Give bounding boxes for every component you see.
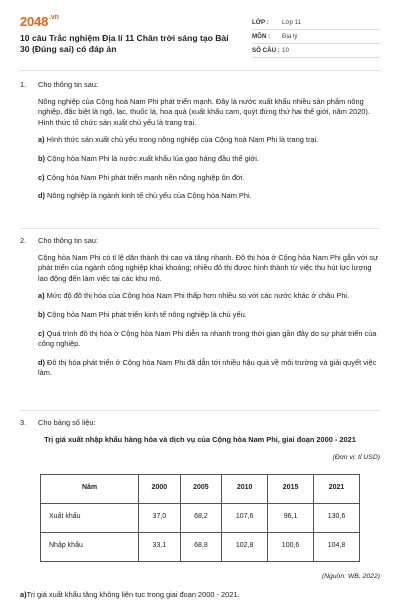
answer-option-a[interactable]	[38, 291, 380, 302]
table-header-row	[41, 474, 360, 503]
option-key: c)	[38, 172, 45, 182]
table-cell: 104,8	[314, 532, 360, 561]
page-title: 10 câu Trắc nghiệm Địa lí 11 Chân trời sáng tạo Bài 30 (Đúng sai) có đáp án	[20, 33, 229, 54]
answer-option-b[interactable]	[38, 154, 380, 165]
table-cell: 107,6	[222, 503, 268, 532]
answer-option-c[interactable]	[38, 173, 380, 184]
column-header: 2021	[314, 474, 360, 503]
table-cell: 96,1	[268, 503, 314, 532]
answer-option-b[interactable]	[38, 310, 380, 321]
divider	[20, 410, 380, 411]
table-source: (Nguồn: WB, 2022)	[321, 572, 380, 580]
option-text: Trị giá xuất khẩu tăng không liên tục trong giai đoạn 2000 - 2021.	[26, 590, 240, 600]
table-cell: 68,8	[180, 532, 222, 561]
table-cell: 33,1	[139, 532, 181, 561]
column-header: 2010	[222, 474, 268, 503]
meta-row-class	[252, 16, 380, 30]
column-header: 2000	[139, 474, 181, 503]
meta-label: MÔN :	[252, 33, 271, 40]
option-text: Đô thị hóa phát triển ở Cộng hòa Nam Phi đã dẫn tới nhiều hậu quả về môi trường và giải quyết việc làm.	[38, 357, 377, 378]
question-passage: Nông nghiệp của Cộng hoà Nam Phi phát triển mạnh. Đây là nước xuất khẩu nhiều sản phẩm nông nghiệp, đặc biệt là ngô, lạc, thuốc lá, hoa quả (xuất khẩu cam, quýt đứng thứ hai thế giới, năm 2020). Hình thức tổ chức sản xuất chủ yếu là trang trại.	[38, 96, 370, 127]
column-header: 2005	[180, 474, 222, 503]
table-row	[41, 532, 360, 561]
table-cell: 68,2	[180, 503, 222, 532]
option-key: b)	[38, 153, 45, 163]
answer-option-a[interactable]	[38, 135, 380, 146]
logo-text: 2048	[20, 14, 49, 29]
divider	[20, 228, 380, 229]
question-number: 1.	[20, 80, 27, 89]
option-key: d)	[38, 357, 45, 367]
question-prompt: Cho bảng số liệu:	[38, 418, 96, 427]
meta-row-count	[252, 44, 380, 58]
option-text: Quá trình đô thị hóa ở Cộng hòa Nam Phi diễn ra nhanh trong thời gian gần đây do sự phát triển của công nghiệp.	[38, 328, 377, 349]
table-cell: 102,8	[222, 532, 268, 561]
option-key: a)	[38, 291, 45, 301]
column-header: Năm	[41, 474, 139, 503]
table-cell: 37,0	[139, 503, 181, 532]
question-number: 3.	[20, 418, 27, 427]
answer-option-c[interactable]	[38, 329, 380, 350]
table-unit: (Đơn vị: tỉ USD)	[332, 454, 380, 462]
question-2	[20, 236, 380, 387]
divider	[20, 70, 380, 71]
row-label: Nhập khẩu	[41, 532, 139, 561]
document-header	[20, 14, 380, 64]
option-key: a)	[38, 135, 45, 145]
option-key: a)	[20, 590, 27, 600]
answer-option-a[interactable]	[20, 590, 380, 601]
option-text: Nông nghiệp là ngành kinh tế chủ yếu của Cộng hòa Nam Phi.	[47, 191, 252, 201]
meta-value: Địa lý	[282, 33, 298, 40]
question-number: 2.	[20, 236, 27, 245]
table-row	[41, 503, 360, 532]
question-1	[20, 80, 380, 210]
meta-label: LỚP :	[252, 19, 269, 26]
question-passage: Cộng hòa Nam Phi có tỉ lệ dân thành thị cao và tăng nhanh. Đô thị hóa ở Cộng hòa Nam Phi gắn với sự phát triển của ngành công nghiệp khai khoáng; nhiều đô thị được hình thành từ việc thu hút lực lượng lao động đến làm việc tại các khu mỏ.	[38, 252, 379, 283]
site-logo[interactable]	[20, 14, 59, 29]
option-text: Cộng hòa Nam Phi phát triển kinh tế nông nghiệp là chủ yếu.	[47, 309, 247, 319]
option-key: b)	[38, 309, 45, 319]
meta-row-subject	[252, 30, 380, 44]
option-key: c)	[38, 328, 45, 338]
answer-option-d[interactable]	[38, 191, 380, 202]
option-key: d)	[38, 191, 45, 201]
column-header: 2015	[268, 474, 314, 503]
logo-suffix: .vn	[49, 14, 59, 21]
question-3	[20, 418, 380, 609]
table-cell: 130,6	[314, 503, 360, 532]
option-text: Mức độ đô thị hóa của Cộng hòa Nam Phi thấp hơn nhiều so với các nước khác ở châu Phi.	[46, 291, 350, 301]
question-prompt: Cho thông tin sau:	[38, 236, 98, 245]
meta-value: 10	[282, 47, 289, 54]
answer-option-d[interactable]	[38, 358, 380, 379]
question-prompt: Cho thông tin sau:	[38, 80, 98, 89]
option-text: Cộng hòa Nam Phi là nước xuất khẩu lúa gạo hàng đầu thế giới.	[47, 153, 259, 163]
row-label: Xuất khẩu	[41, 503, 139, 532]
meta-label: SỐ CÂU :	[252, 47, 280, 54]
table-cell: 100,6	[268, 532, 314, 561]
option-text: Hình thức sản xuất chủ yếu trong nông nghiệp của Cộng hoà Nam Phi là trang trại.	[46, 135, 319, 145]
table-title: Trị giá xuất nhập khẩu hàng hóa và dịch vụ của Cộng hòa Nam Phi, giai đoạn 2000 - 2021	[44, 434, 356, 444]
data-table	[40, 474, 360, 562]
meta-info	[252, 16, 380, 58]
option-text: Cộng hòa Nam Phi phát triển mạnh nền nông nghiệp ôn đới.	[46, 172, 245, 182]
meta-value: Lớp 11	[282, 19, 302, 26]
